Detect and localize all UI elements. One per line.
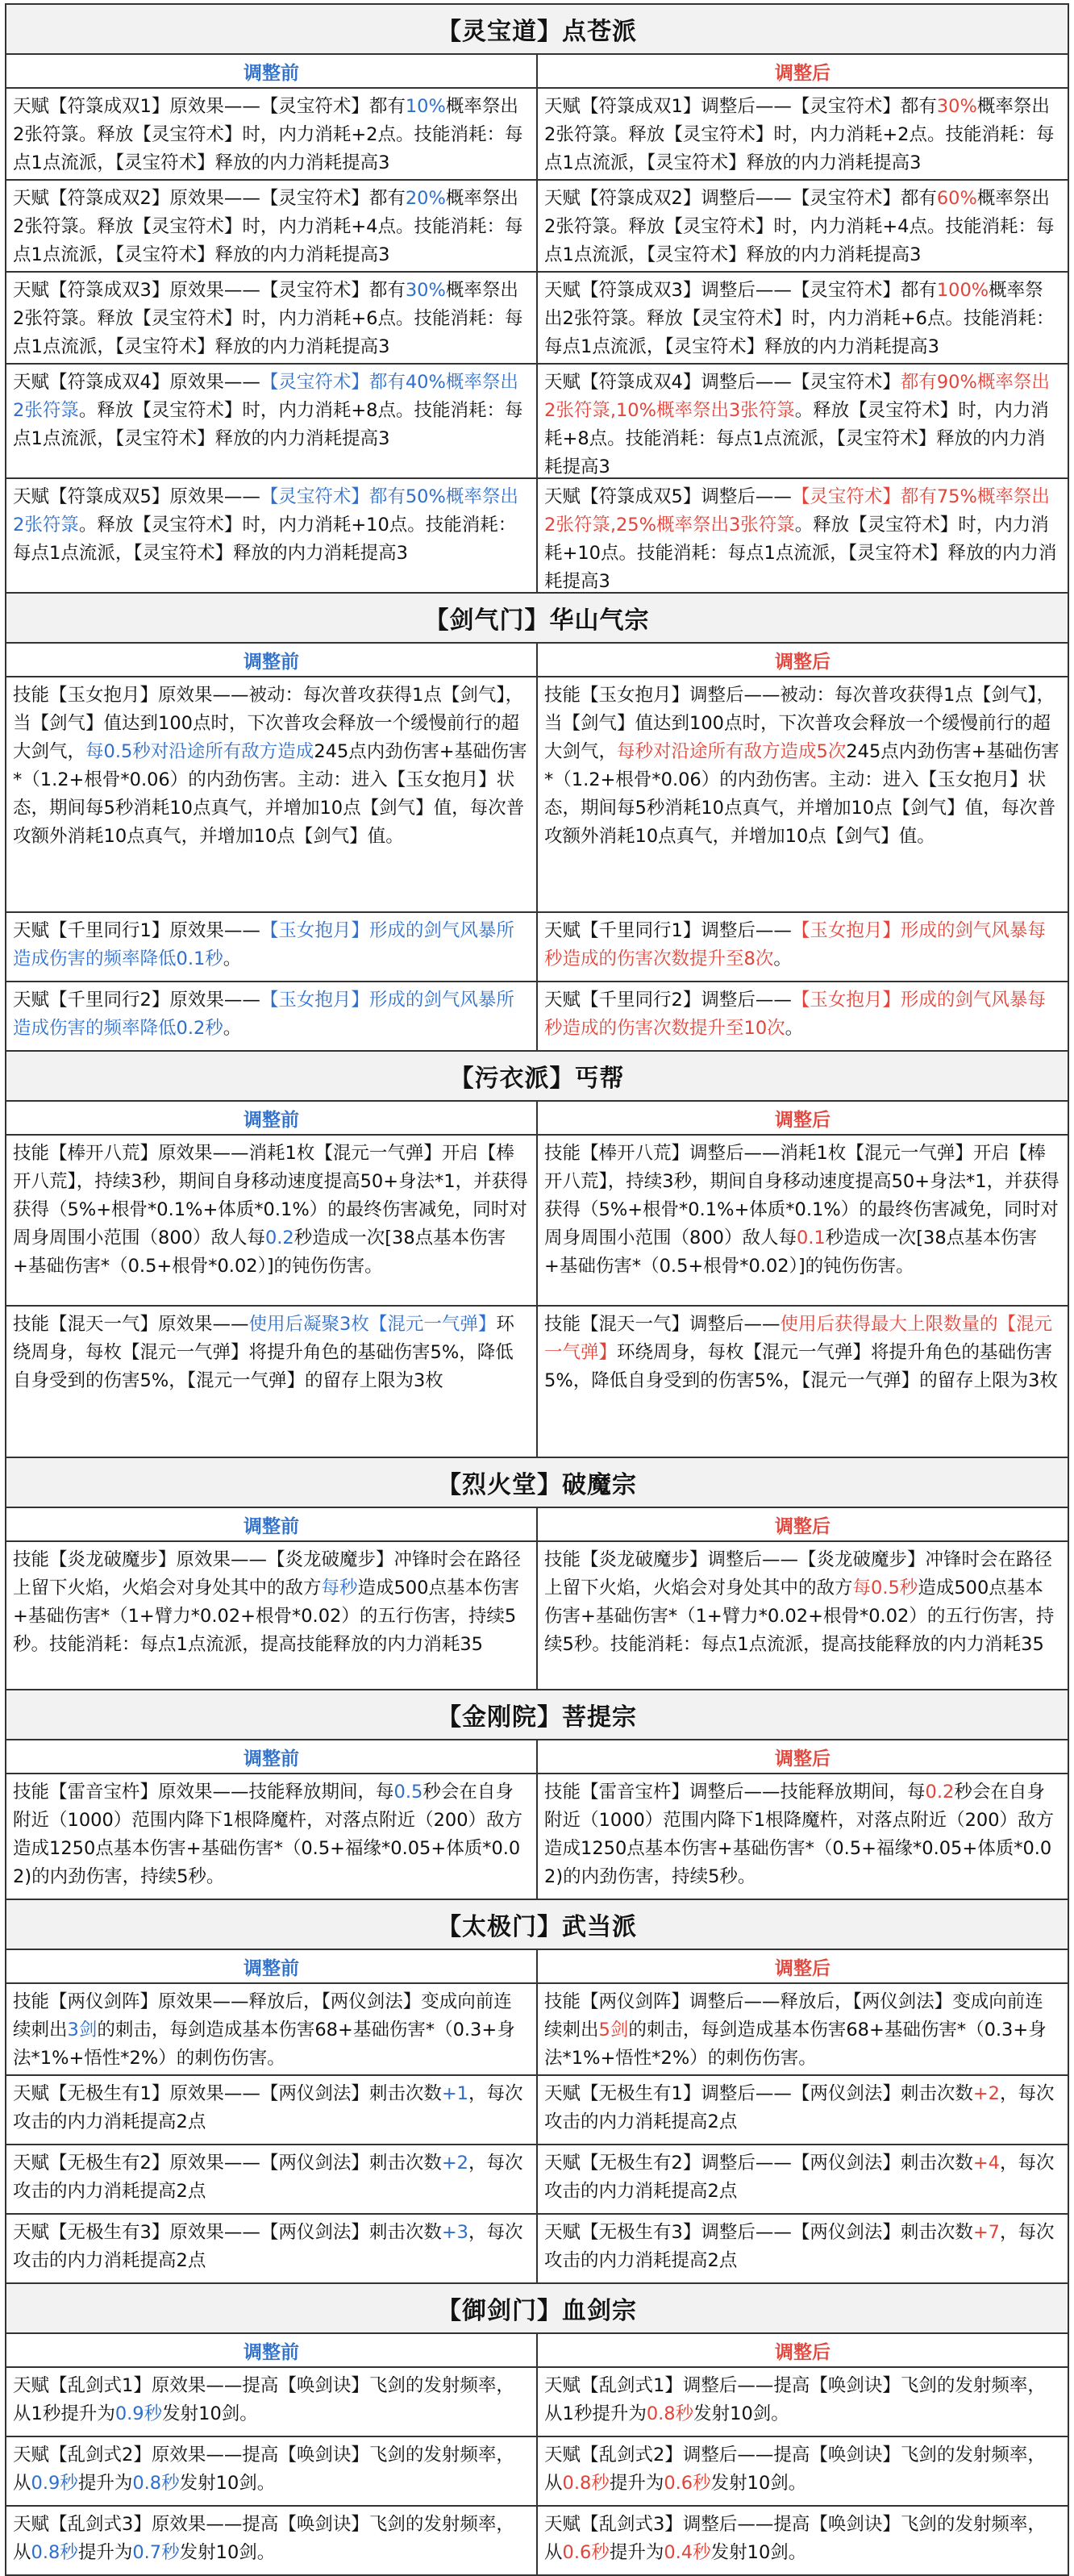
text-segment: 天赋【符箓成双4】调整后——【灵宝符术】 [544,372,901,393]
highlighted-change: 每秒对沿途所有敌方造成5次 [617,741,847,762]
text-segment: 天赋【符箓成双5】原效果—— [13,486,260,507]
text-segment: 技能【雷音宝杵】调整后——技能释放期间，每 [544,1782,926,1803]
column-header-row [6,1740,1068,1774]
highlighted-change: 3剑 [67,2020,98,2040]
text-segment: 。释放【灵宝符术】时，内力消耗+10点。技能消耗：每点1点流派，【灵宝符术】释放的内力消耗提高3 [544,515,1057,592]
text-segment: 。 [773,948,792,969]
table-row [6,89,1068,181]
text-segment: ，每次攻击的内力消耗提高2点 [544,2222,1055,2271]
text-segment: 秒会在自身附近（1000）范围内降下1根降魔杵，对落点附近（200）敌方造成1250点基本伤害+基础伤害*（0.5+福缘*0.05+体质*0.02)的内劲伤害，持续5秒。 [544,1782,1055,1887]
after-text-cell [538,2215,1068,2282]
text-segment: 技能【炎龙破魔步】原效果——【炎龙破魔步】冲锋时会在路径上留下火焰，火焰会对身处其中的敌方 [13,1549,522,1599]
before-column-header: 调整前 [6,1740,538,1773]
text-segment: 环绕周身，每枚【混元一气弹】将提升角色的基础伤害5%，降低自身受到的伤害5%，【混元一气弹】的留存上限为3枚 [544,1342,1058,1391]
text-segment: 概率祭出2张符箓。释放【灵宝符术】时，内力消耗+6点。技能消耗：每点1点流派，【灵宝符术】释放的内力消耗提高3 [544,280,1055,357]
column-header-row [6,1508,1068,1542]
text-segment: 。释放【灵宝符术】时，内力消耗+8点。技能消耗：每点1点流派，【灵宝符术】释放的内力消耗提高3 [13,400,523,449]
after-column-header: 调整后 [775,1109,830,1131]
before-text-cell [6,181,538,271]
text-segment: 提升为 [77,2473,133,2494]
text-segment: 。 [223,1018,242,1039]
text-segment: 提升为 [77,2542,133,2563]
highlighted-change: +2 [972,2083,1000,2104]
text-segment: 发射10剑。 [710,2473,807,2494]
text-segment: 天赋【符箓成双1】原效果——【灵宝符术】都有 [13,96,406,117]
before-column-header: 调整前 [6,1508,538,1540]
before-text-cell [6,2368,538,2436]
table-row [6,913,1068,982]
table-row [6,1984,1068,2076]
text-segment: 秒造成一次[38点基本伤害+基础伤害*（0.5+根骨*0.02）]的钝伤伤害。 [544,1228,1038,1277]
text-segment: 技能【玉女抱月】原效果——被动：每次普攻获得1点【剑气】，当【剑气】值达到100点时，下次普攻会释放一个缓慢前行的超大剑气， [13,685,524,762]
text-segment: 天赋【乱剑式2】调整后——提高【唤剑诀】飞剑的发射频率，从 [544,2445,1046,2494]
before-text-cell [6,479,538,592]
before-column-header: 调整前 [6,2334,538,2366]
text-segment: 技能【雷音宝杵】原效果——技能释放期间，每 [13,1782,394,1803]
before-text-cell [6,89,538,179]
before-text-cell [6,2437,538,2505]
before-text-cell [6,913,538,981]
text-segment: 天赋【符箓成双4】原效果—— [13,372,260,393]
highlighted-change: 使用后凝聚3枚【混元一气弹】 [248,1314,497,1335]
before-column-header: 调整前 [6,1950,538,1982]
text-segment: 的刺击，每剑造成基本伤害68+基础伤害*（0.3+身法*1%+悟性*2%）的刺伤伤害。 [13,2020,515,2069]
text-segment: 。释放【灵宝符术】时，内力消耗+8点。技能消耗：每点1点流派，【灵宝符术】释放的内力消耗提高3 [544,400,1049,477]
column-header-row [6,644,1068,677]
text-segment: 天赋【乱剑式3】调整后——提高【唤剑诀】飞剑的发射频率，从 [544,2514,1046,2563]
table-row [6,1136,1068,1307]
text-segment: 发射10剑。 [162,2403,258,2424]
highlighted-change: 30% [405,280,446,301]
highlighted-change: 0.1 [796,1228,826,1248]
text-segment: ，每次攻击的内力消耗提高2点 [13,2083,523,2132]
after-text-cell [538,2368,1068,2436]
after-text-cell [538,2145,1068,2213]
text-segment: 天赋【无极生有2】原效果——【两仪剑法】刺击次数 [13,2153,442,2174]
after-text-cell [538,2507,1068,2574]
before-text-cell [6,2076,538,2144]
highlighted-change: 0.7秒 [132,2542,180,2563]
text-segment: ，每次攻击的内力消耗提高2点 [13,2153,523,2202]
highlighted-change: 60% [936,188,977,209]
text-segment: 245点内劲伤害+基础伤害*（1.2+根骨*0.06）的内劲伤害。主动：进入【玉女抱月】状态，期间每5秒消耗10点真气，并增加10点【剑气】值，每次普攻额外消耗10点真气，并增加10点【剑气】值。 [544,741,1059,847]
text-segment: 发射10剑。 [179,2542,276,2563]
highlighted-change: 每0.5秒对沿途所有敌方造成 [85,741,314,762]
table-row [6,2368,1068,2437]
text-segment: 概率祭出2张符箓。释放【灵宝符术】时，内力消耗+4点。技能消耗：每点1点流派，【灵宝符术】释放的内力消耗提高3 [13,188,523,265]
table-row [6,365,1068,479]
text-segment: ，每次攻击的内力消耗提高2点 [544,2153,1055,2202]
highlighted-change: 0.9秒 [114,2403,163,2424]
highlighted-change: +3 [441,2222,468,2243]
after-text-cell [538,1774,1068,1899]
text-segment: 天赋【无极生有3】调整后——【两仪剑法】刺击次数 [544,2222,973,2243]
after-text-cell [538,365,1068,477]
text-segment: 造成500点基本伤害+基础伤害*（1+臂力*0.02+根骨*0.02）的五行伤害，持续5秒。技能消耗：每点1点流派，提高技能释放的内力消耗35 [13,1578,519,1655]
after-column-header: 调整后 [775,1515,830,1537]
text-segment: 天赋【无极生有1】原效果——【两仪剑法】刺击次数 [13,2083,442,2104]
highlighted-change: 0.2 [925,1782,955,1803]
text-segment: 概率祭出2张符箓。释放【灵宝符术】时，内力消耗+2点。技能消耗：每点1点流派，【灵宝符术】释放的内力消耗提高3 [544,96,1055,173]
text-segment: 技能【棒开八荒】原效果——消耗1枚【混元一气弹】开启【棒开八荒】，持续3秒，期间自身移动速度提高50+身法*1，并获得获得（5%+根骨*0.1%+体质*0.1%）的最终伤害减免，同时对周身周围小范围（800）敌人每 [13,1143,528,1248]
text-segment: 秒造成一次[38点基本伤害+基础伤害*（0.5+根骨*0.02）]的钝伤伤害。 [13,1228,506,1277]
after-text-cell [538,1984,1068,2074]
after-text-cell [538,1307,1068,1457]
text-segment: 天赋【符箓成双3】原效果——【灵宝符术】都有 [13,280,406,301]
text-segment: 技能【炎龙破魔步】调整后——【炎龙破魔步】冲锋时会在路径上留下火焰，火焰会对身处其中的敌方 [544,1549,1053,1599]
before-text-cell [6,273,538,363]
after-text-cell [538,2076,1068,2144]
section-title: 【烈火堂】破魔宗 [6,1458,1068,1508]
section [6,594,1068,1052]
section-title: 【污衣派】丐帮 [6,1052,1068,1102]
text-segment: 天赋【乱剑式2】原效果——提高【唤剑诀】飞剑的发射频率，从 [13,2445,514,2494]
text-segment: ，每次攻击的内力消耗提高2点 [544,2083,1055,2132]
column-header-row [6,1102,1068,1136]
column-header-row [6,1950,1068,1984]
text-segment: 天赋【千里同行2】调整后—— [544,990,792,1011]
table-row [6,1307,1068,1458]
after-text-cell [538,181,1068,271]
text-segment: 天赋【无极生有1】调整后——【两仪剑法】刺击次数 [544,2083,973,2104]
text-segment: 发射10剑。 [179,2473,276,2494]
highlighted-change: 0.6秒 [562,2542,610,2563]
after-column-header: 调整后 [775,651,830,673]
section [6,1458,1068,1690]
text-segment: 的刺击，每剑造成基本伤害68+基础伤害*（0.3+身法*1%+悟性*2%）的刺伤伤害。 [544,2020,1047,2069]
before-text-cell [6,2215,538,2282]
highlighted-change: 0.8秒 [132,2473,180,2494]
before-text-cell [6,1307,538,1457]
table-row [6,2507,1068,2576]
text-segment: 技能【混天一气】调整后—— [544,1314,781,1335]
before-text-cell [6,365,538,477]
text-segment: 概率祭出2张符箓。释放【灵宝符术】时，内力消耗+4点。技能消耗：每点1点流派，【灵宝符术】释放的内力消耗提高3 [544,188,1055,265]
before-text-cell [6,1984,538,2074]
text-segment: 概率祭出2张符箓。释放【灵宝符术】时，内力消耗+6点。技能消耗：每点1点流派，【灵宝符术】释放的内力消耗提高3 [13,280,523,357]
section-title: 【太极门】武当派 [6,1900,1068,1950]
highlighted-change: 0.2 [264,1228,294,1248]
text-segment: 技能【棒开八荒】调整后——消耗1枚【混元一气弹】开启【棒开八荒】，持续3秒，期间自身移动速度提高50+身法*1，并获得获得（5%+根骨*0.1%+体质*0.1%）的最终伤害减免，同时对周身周围小范围（800）敌人每 [544,1143,1059,1248]
table-row [6,677,1068,913]
text-segment: 天赋【乱剑式1】原效果——提高【唤剑诀】飞剑的发射频率，从1秒提升为 [13,2375,514,2424]
column-header-row [6,55,1068,89]
highlighted-change: 0.6秒 [664,2473,711,2494]
text-segment: 天赋【千里同行2】原效果—— [13,990,260,1011]
after-text-cell [538,2437,1068,2505]
text-segment: 天赋【符箓成双1】调整后——【灵宝符术】都有 [544,96,937,117]
after-text-cell [538,1136,1068,1305]
section-title: 【御剑门】血剑宗 [6,2284,1068,2334]
before-text-cell [6,2507,538,2574]
text-segment: 环绕周身，每枚【混元一气弹】将提升角色的基础伤害5%，降低自身受到的伤害5%，【混元一气弹】的留存上限为3枚 [13,1314,514,1391]
before-text-cell [6,1774,538,1899]
text-segment: 概率祭出2张符箓。释放【灵宝符术】时，内力消耗+2点。技能消耗：每点1点流派，【灵宝符术】释放的内力消耗提高3 [13,96,523,173]
before-column-header: 调整前 [6,644,538,676]
table-row [6,2145,1068,2215]
highlighted-change: 每0.5秒 [852,1578,918,1599]
section [6,1052,1068,1458]
highlighted-change: +4 [972,2153,1000,2174]
highlighted-change: 【玉女抱月】形成的剑气风暴每秒造成的伤害次数提升至10次 [544,990,1046,1039]
text-segment: 提升为 [609,2542,664,2563]
highlighted-change: 【玉女抱月】形成的剑气风暴所造成伤害的频率降低0.2秒 [13,990,514,1039]
after-text-cell [538,1542,1068,1689]
highlighted-change: 使用后获得最大上限数量的【混元一气弹】 [544,1314,1053,1363]
section-title: 【金刚院】菩提宗 [6,1690,1068,1740]
section [6,1690,1068,1900]
before-text-cell [6,1542,538,1689]
after-text-cell [538,982,1068,1050]
text-segment: 。 [785,1018,804,1039]
text-segment: 天赋【乱剑式3】原效果——提高【唤剑诀】飞剑的发射频率，从 [13,2514,514,2563]
after-column-header: 调整后 [775,1957,830,1979]
text-segment: 秒会在自身附近（1000）范围内降下1根降魔杵，对落点附近（200）敌方造成1250点基本伤害+基础伤害*（0.5+福缘*0.05+体质*0.02)的内劲伤害，持续5秒。 [13,1782,523,1887]
highlighted-change: 5剑 [598,2020,629,2040]
text-segment: 技能【混天一气】原效果—— [13,1314,249,1335]
text-segment: 天赋【千里同行1】原效果—— [13,920,260,941]
text-segment: 天赋【无极生有3】原效果——【两仪剑法】刺击次数 [13,2222,442,2243]
highlighted-change: 0.8秒 [31,2542,78,2563]
patch-notes-document [5,3,1069,2576]
highlighted-change: 0.5 [393,1782,423,1803]
before-column-header: 调整前 [6,55,538,87]
highlighted-change: 【玉女抱月】形成的剑气风暴所造成伤害的频率降低0.1秒 [13,920,514,969]
text-segment: 天赋【符箓成双3】调整后——【灵宝符术】都有 [544,280,937,301]
text-segment: 。 [223,948,242,969]
text-segment: 天赋【千里同行1】调整后—— [544,920,792,941]
after-text-cell [538,273,1068,363]
highlighted-change: 20% [405,188,446,209]
text-segment: 天赋【符箓成双5】调整后—— [544,486,792,507]
text-segment: 天赋【符箓成双2】原效果——【灵宝符术】都有 [13,188,406,209]
highlighted-change: +2 [441,2153,468,2174]
after-column-header: 调整后 [775,62,830,84]
text-segment: 。释放【灵宝符术】时，内力消耗+10点。技能消耗：每点1点流派，【灵宝符术】释放的内力消耗提高3 [13,515,517,564]
highlighted-change: 100% [936,280,989,301]
highlighted-change: 【灵宝符术】都有50%概率祭出2张符箓 [13,486,518,536]
text-segment: 245点内劲伤害+基础伤害*（1.2+根骨*0.06）的内劲伤害。主动：进入【玉女抱月】状态，期间每5秒消耗10点真气，并增加10点【剑气】值，每次普攻额外消耗10点真气，并增加10点【剑气】值。 [13,741,527,847]
section-title: 【剑气门】华山气宗 [6,594,1068,644]
highlighted-change: 每秒 [321,1578,358,1599]
table-row [6,982,1068,1052]
table-row [6,2215,1068,2284]
before-column-header: 调整前 [6,1102,538,1134]
before-text-cell [6,982,538,1050]
text-segment: 发射10剑。 [693,2403,789,2424]
text-segment: 技能【玉女抱月】调整后——被动：每次普攻获得1点【剑气】，当【剑气】值达到100点时，下次普攻会释放一个缓慢前行的超大剑气， [544,685,1055,762]
highlighted-change: 30% [936,96,977,117]
after-text-cell [538,89,1068,179]
after-text-cell [538,677,1068,911]
section [6,2284,1068,2576]
after-column-header: 调整后 [775,1748,830,1769]
text-segment: 天赋【无极生有2】调整后——【两仪剑法】刺击次数 [544,2153,973,2174]
table-row [6,1774,1068,1900]
highlighted-change: +1 [441,2083,468,2104]
text-segment: ，每次攻击的内力消耗提高2点 [13,2222,523,2271]
section [6,5,1068,594]
highlighted-change: 0.8秒 [646,2403,694,2424]
before-text-cell [6,677,538,911]
before-text-cell [6,2145,538,2213]
text-segment: 天赋【乱剑式1】调整后——提高【唤剑诀】飞剑的发射频率，从1秒提升为 [544,2375,1046,2424]
after-text-cell [538,479,1068,592]
highlighted-change: 【玉女抱月】形成的剑气风暴每秒造成的伤害次数提升至8次 [544,920,1046,969]
section-title: 【灵宝道】点苍派 [6,5,1068,55]
highlighted-change: 0.8秒 [562,2473,610,2494]
table-row [6,181,1068,273]
table-row [6,2076,1068,2145]
highlighted-change: +7 [972,2222,1000,2243]
text-segment: 技能【两仪剑阵】原效果——释放后，【两仪剑法】变成向前连续刺出 [13,1991,512,2040]
text-segment: 发射10剑。 [710,2542,807,2563]
highlighted-change: 0.4秒 [664,2542,711,2563]
column-header-row [6,2334,1068,2368]
table-row [6,2437,1068,2507]
highlighted-change: 【灵宝符术】都有75%概率祭出2张符箓,25%概率祭出3张符箓 [544,486,1050,536]
table-row [6,273,1068,365]
text-segment: 技能【两仪剑阵】调整后——释放后，【两仪剑法】变成向前连续刺出 [544,1991,1043,2040]
text-segment: 天赋【符箓成双2】调整后——【灵宝符术】都有 [544,188,937,209]
highlighted-change: 10% [405,96,446,117]
text-segment: 提升为 [609,2473,664,2494]
text-segment: 造成500点基本伤害+基础伤害*（1+臂力*0.02+根骨*0.02）的五行伤害，持续5秒。技能消耗：每点1点流派，提高技能释放的内力消耗35 [544,1578,1055,1655]
table-row [6,1542,1068,1690]
after-text-cell [538,913,1068,981]
before-text-cell [6,1136,538,1305]
highlighted-change: 0.9秒 [31,2473,78,2494]
highlighted-change: 【灵宝符术】都有40%概率祭出2张符箓 [13,372,518,421]
after-column-header: 调整后 [775,2341,830,2363]
highlighted-change: 都有90%概率祭出2张符箓,10%概率祭出3张符箓 [544,372,1050,421]
section [6,1900,1068,2284]
table-row [6,479,1068,594]
